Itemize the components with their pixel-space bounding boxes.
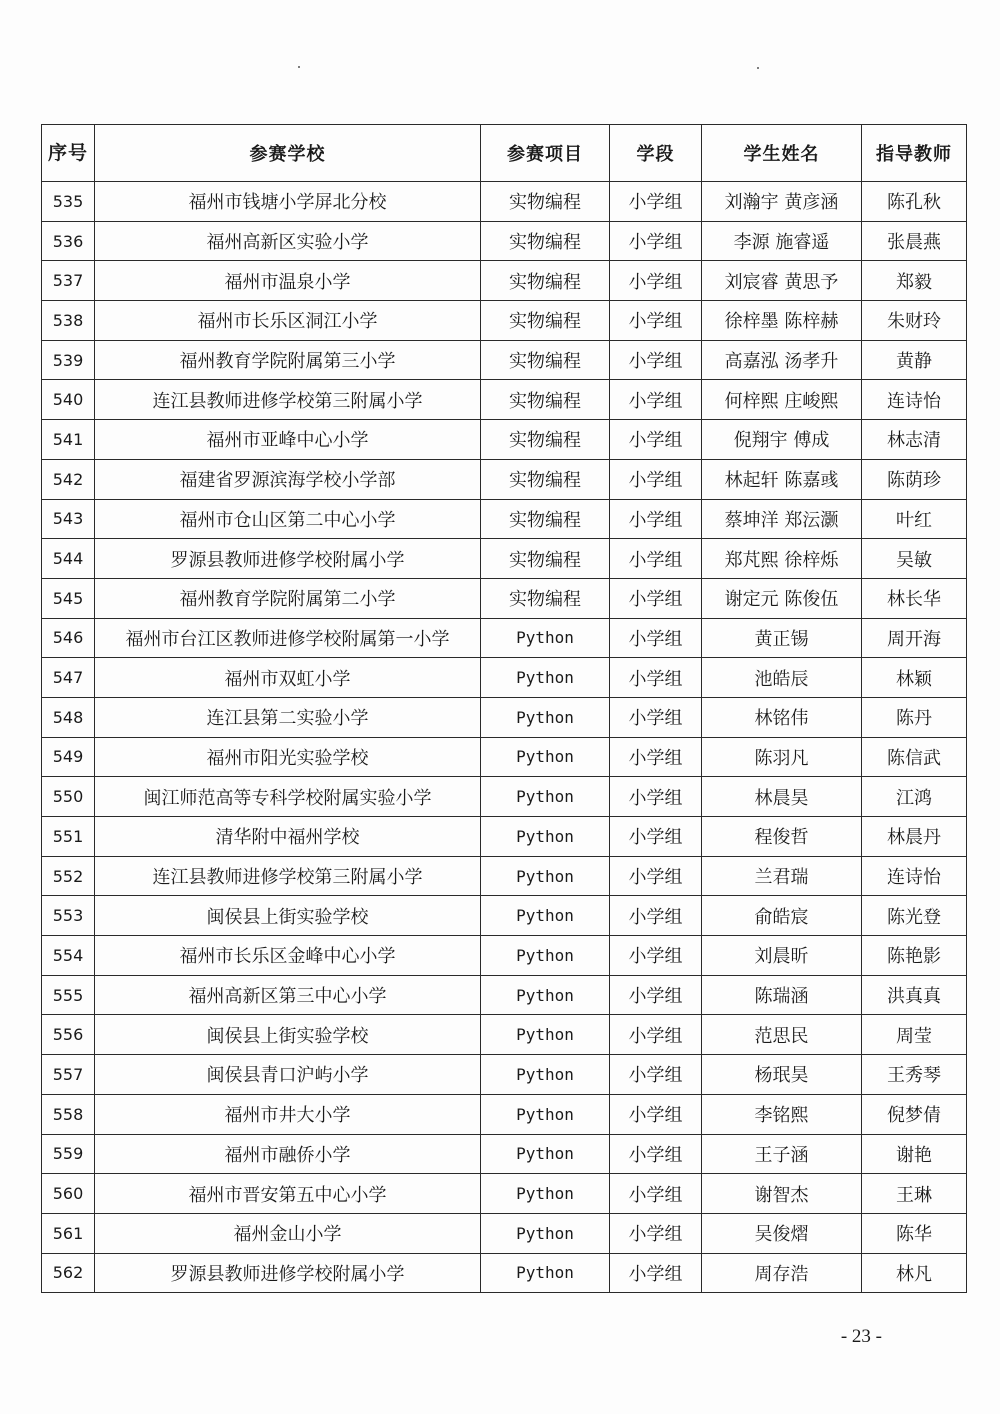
cell-school: 福州市钱塘小学屏北分校	[95, 182, 481, 222]
cell-teacher: 谢艳	[862, 1134, 967, 1174]
cell-teacher: 陈华	[862, 1213, 967, 1253]
cell-serial-number: 537	[42, 261, 95, 301]
header-serial-number: 序号	[42, 125, 95, 182]
cell-serial-number: 562	[42, 1253, 95, 1293]
table-row	[42, 1253, 967, 1293]
cell-project: Python	[481, 896, 610, 936]
cell-teacher: 陈荫珍	[862, 459, 967, 499]
cell-project: Python	[481, 777, 610, 817]
cell-school: 罗源县教师进修学校附属小学	[95, 1253, 481, 1293]
cell-project: Python	[481, 618, 610, 658]
cell-stage: 小学组	[610, 1094, 702, 1134]
cell-project: Python	[481, 936, 610, 976]
cell-students: 林晨昊	[702, 777, 862, 817]
cell-school: 福州市晋安第五中心小学	[95, 1174, 481, 1214]
cell-project: 实物编程	[481, 380, 610, 420]
cell-project: 实物编程	[481, 420, 610, 460]
cell-teacher: 陈艳影	[862, 936, 967, 976]
table-row	[42, 1134, 967, 1174]
cell-school: 闽侯县上街实验学校	[95, 896, 481, 936]
cell-school: 福州市融侨小学	[95, 1134, 481, 1174]
cell-serial-number: 550	[42, 777, 95, 817]
cell-serial-number: 556	[42, 1015, 95, 1055]
cell-stage: 小学组	[610, 618, 702, 658]
cell-students: 郑芃熙 徐梓烁	[702, 539, 862, 579]
cell-project: Python	[481, 1213, 610, 1253]
cell-teacher: 林长华	[862, 578, 967, 618]
cell-serial-number: 538	[42, 301, 95, 341]
cell-serial-number: 546	[42, 618, 95, 658]
cell-serial-number: 536	[42, 221, 95, 261]
scan-speck	[298, 66, 300, 68]
page-number: - 23 -	[840, 1326, 882, 1347]
cell-students: 李源 施睿遥	[702, 221, 862, 261]
cell-students: 周存浩	[702, 1253, 862, 1293]
cell-stage: 小学组	[610, 737, 702, 777]
table-row	[42, 380, 967, 420]
cell-serial-number: 553	[42, 896, 95, 936]
cell-stage: 小学组	[610, 261, 702, 301]
table-body	[42, 182, 967, 1293]
cell-serial-number: 547	[42, 658, 95, 698]
cell-serial-number: 541	[42, 420, 95, 460]
cell-project: Python	[481, 1055, 610, 1095]
cell-students: 蔡坤洋 郑沄灏	[702, 499, 862, 539]
cell-project: Python	[481, 1134, 610, 1174]
scan-speck	[757, 67, 759, 69]
table-row	[42, 697, 967, 737]
cell-stage: 小学组	[610, 697, 702, 737]
cell-students: 王子涵	[702, 1134, 862, 1174]
table-row	[42, 1174, 967, 1214]
cell-students: 范思民	[702, 1015, 862, 1055]
cell-serial-number: 542	[42, 459, 95, 499]
cell-students: 林起轩 陈嘉彧	[702, 459, 862, 499]
cell-project: Python	[481, 1253, 610, 1293]
cell-school: 闽侯县上街实验学校	[95, 1015, 481, 1055]
cell-students: 陈瑞涵	[702, 975, 862, 1015]
cell-teacher: 江鸿	[862, 777, 967, 817]
cell-project: 实物编程	[481, 340, 610, 380]
cell-serial-number: 560	[42, 1174, 95, 1214]
cell-school: 福建省罗源滨海学校小学部	[95, 459, 481, 499]
cell-stage: 小学组	[610, 1213, 702, 1253]
cell-school: 福州市井大小学	[95, 1094, 481, 1134]
cell-serial-number: 555	[42, 975, 95, 1015]
cell-teacher: 张晨燕	[862, 221, 967, 261]
cell-school: 连江县教师进修学校第三附属小学	[95, 380, 481, 420]
table-row	[42, 856, 967, 896]
cell-stage: 小学组	[610, 221, 702, 261]
cell-school: 福州教育学院附属第二小学	[95, 578, 481, 618]
cell-teacher: 林晨丹	[862, 817, 967, 857]
cell-school: 连江县第二实验小学	[95, 697, 481, 737]
cell-teacher: 陈丹	[862, 697, 967, 737]
cell-stage: 小学组	[610, 896, 702, 936]
header-students: 学生姓名	[702, 125, 862, 182]
header-stage: 学段	[610, 125, 702, 182]
cell-project: Python	[481, 697, 610, 737]
cell-project: 实物编程	[481, 221, 610, 261]
cell-teacher: 吴敏	[862, 539, 967, 579]
cell-school: 福州教育学院附属第三小学	[95, 340, 481, 380]
cell-students: 杨珉昊	[702, 1055, 862, 1095]
cell-serial-number: 554	[42, 936, 95, 976]
table-row	[42, 459, 967, 499]
table-row	[42, 1015, 967, 1055]
table-row	[42, 499, 967, 539]
cell-serial-number: 549	[42, 737, 95, 777]
cell-serial-number: 543	[42, 499, 95, 539]
cell-school: 福州市台江区教师进修学校附属第一小学	[95, 618, 481, 658]
cell-teacher: 周开海	[862, 618, 967, 658]
cell-stage: 小学组	[610, 1253, 702, 1293]
cell-teacher: 林志清	[862, 420, 967, 460]
table-row	[42, 539, 967, 579]
cell-teacher: 周莹	[862, 1015, 967, 1055]
cell-teacher: 朱财玲	[862, 301, 967, 341]
cell-project: Python	[481, 975, 610, 1015]
cell-project: Python	[481, 817, 610, 857]
cell-project: 实物编程	[481, 261, 610, 301]
cell-serial-number: 552	[42, 856, 95, 896]
table-row	[42, 618, 967, 658]
cell-stage: 小学组	[610, 856, 702, 896]
table-row	[42, 936, 967, 976]
table-row	[42, 301, 967, 341]
cell-teacher: 陈信武	[862, 737, 967, 777]
table-row	[42, 1055, 967, 1095]
cell-students: 吴俊熠	[702, 1213, 862, 1253]
cell-serial-number: 540	[42, 380, 95, 420]
cell-students: 林铭伟	[702, 697, 862, 737]
cell-students: 谢智杰	[702, 1174, 862, 1214]
cell-students: 刘宸睿 黄思予	[702, 261, 862, 301]
cell-serial-number: 561	[42, 1213, 95, 1253]
cell-stage: 小学组	[610, 1174, 702, 1214]
cell-serial-number: 557	[42, 1055, 95, 1095]
header-teacher: 指导教师	[862, 125, 967, 182]
table-row	[42, 737, 967, 777]
cell-school: 福州市亚峰中心小学	[95, 420, 481, 460]
cell-school: 福州市温泉小学	[95, 261, 481, 301]
cell-stage: 小学组	[610, 578, 702, 618]
cell-students: 俞皓宸	[702, 896, 862, 936]
cell-project: 实物编程	[481, 301, 610, 341]
cell-serial-number: 559	[42, 1134, 95, 1174]
award-roster-table	[41, 124, 967, 1293]
table-row	[42, 340, 967, 380]
cell-serial-number: 539	[42, 340, 95, 380]
cell-school: 福州金山小学	[95, 1213, 481, 1253]
table-row	[42, 975, 967, 1015]
cell-stage: 小学组	[610, 539, 702, 579]
cell-school: 福州高新区第三中心小学	[95, 975, 481, 1015]
cell-stage: 小学组	[610, 1015, 702, 1055]
cell-school: 福州市双虹小学	[95, 658, 481, 698]
cell-project: Python	[481, 658, 610, 698]
cell-school: 福州市长乐区洞江小学	[95, 301, 481, 341]
cell-teacher: 王秀琴	[862, 1055, 967, 1095]
cell-students: 刘瀚宇 黄彦涵	[702, 182, 862, 222]
header-school: 参赛学校	[95, 125, 481, 182]
table-row	[42, 1213, 967, 1253]
cell-school: 福州市长乐区金峰中心小学	[95, 936, 481, 976]
cell-school: 罗源县教师进修学校附属小学	[95, 539, 481, 579]
cell-serial-number: 558	[42, 1094, 95, 1134]
table-header-row	[42, 125, 967, 182]
cell-students: 池皓辰	[702, 658, 862, 698]
table-row	[42, 817, 967, 857]
cell-stage: 小学组	[610, 936, 702, 976]
cell-stage: 小学组	[610, 420, 702, 460]
cell-students: 黄正锡	[702, 618, 862, 658]
cell-project: Python	[481, 1094, 610, 1134]
cell-students: 徐梓墨 陈梓赫	[702, 301, 862, 341]
cell-stage: 小学组	[610, 340, 702, 380]
cell-stage: 小学组	[610, 301, 702, 341]
cell-students: 兰君瑞	[702, 856, 862, 896]
cell-stage: 小学组	[610, 459, 702, 499]
cell-stage: 小学组	[610, 1055, 702, 1095]
cell-teacher: 叶红	[862, 499, 967, 539]
cell-students: 李铭熙	[702, 1094, 862, 1134]
cell-teacher: 连诗怡	[862, 380, 967, 420]
cell-students: 何梓熙 庄峻熙	[702, 380, 862, 420]
cell-project: 实物编程	[481, 578, 610, 618]
header-project: 参赛项目	[481, 125, 610, 182]
table-row	[42, 777, 967, 817]
cell-project: Python	[481, 856, 610, 896]
cell-teacher: 陈光登	[862, 896, 967, 936]
cell-students: 倪翔宇 傅成	[702, 420, 862, 460]
cell-stage: 小学组	[610, 1134, 702, 1174]
cell-project: Python	[481, 1015, 610, 1055]
cell-teacher: 王琳	[862, 1174, 967, 1214]
cell-school: 清华附中福州学校	[95, 817, 481, 857]
cell-school: 福州高新区实验小学	[95, 221, 481, 261]
table-row	[42, 658, 967, 698]
cell-stage: 小学组	[610, 975, 702, 1015]
cell-school: 闽侯县青口沪屿小学	[95, 1055, 481, 1095]
cell-teacher: 连诗怡	[862, 856, 967, 896]
cell-project: 实物编程	[481, 459, 610, 499]
cell-students: 陈羽凡	[702, 737, 862, 777]
cell-project: Python	[481, 1174, 610, 1214]
table-row	[42, 896, 967, 936]
cell-teacher: 洪真真	[862, 975, 967, 1015]
table-row	[42, 261, 967, 301]
cell-school: 福州市阳光实验学校	[95, 737, 481, 777]
cell-students: 高嘉泓 汤孝升	[702, 340, 862, 380]
cell-stage: 小学组	[610, 817, 702, 857]
cell-stage: 小学组	[610, 658, 702, 698]
cell-teacher: 倪梦倩	[862, 1094, 967, 1134]
cell-stage: 小学组	[610, 182, 702, 222]
cell-serial-number: 544	[42, 539, 95, 579]
cell-teacher: 黄静	[862, 340, 967, 380]
cell-serial-number: 535	[42, 182, 95, 222]
cell-stage: 小学组	[610, 777, 702, 817]
cell-project: 实物编程	[481, 182, 610, 222]
cell-serial-number: 551	[42, 817, 95, 857]
cell-serial-number: 548	[42, 697, 95, 737]
cell-students: 程俊哲	[702, 817, 862, 857]
table-row	[42, 420, 967, 460]
cell-stage: 小学组	[610, 499, 702, 539]
cell-project: Python	[481, 737, 610, 777]
table-row	[42, 182, 967, 222]
cell-school: 连江县教师进修学校第三附属小学	[95, 856, 481, 896]
cell-project: 实物编程	[481, 539, 610, 579]
cell-students: 刘晨昕	[702, 936, 862, 976]
cell-project: 实物编程	[481, 499, 610, 539]
cell-teacher: 陈孔秋	[862, 182, 967, 222]
cell-serial-number: 545	[42, 578, 95, 618]
cell-school: 福州市仓山区第二中心小学	[95, 499, 481, 539]
table-row	[42, 221, 967, 261]
table-row	[42, 578, 967, 618]
cell-school: 闽江师范高等专科学校附属实验小学	[95, 777, 481, 817]
cell-teacher: 林凡	[862, 1253, 967, 1293]
table-row	[42, 1094, 967, 1134]
cell-teacher: 林颖	[862, 658, 967, 698]
cell-teacher: 郑毅	[862, 261, 967, 301]
cell-students: 谢定元 陈俊伍	[702, 578, 862, 618]
cell-stage: 小学组	[610, 380, 702, 420]
